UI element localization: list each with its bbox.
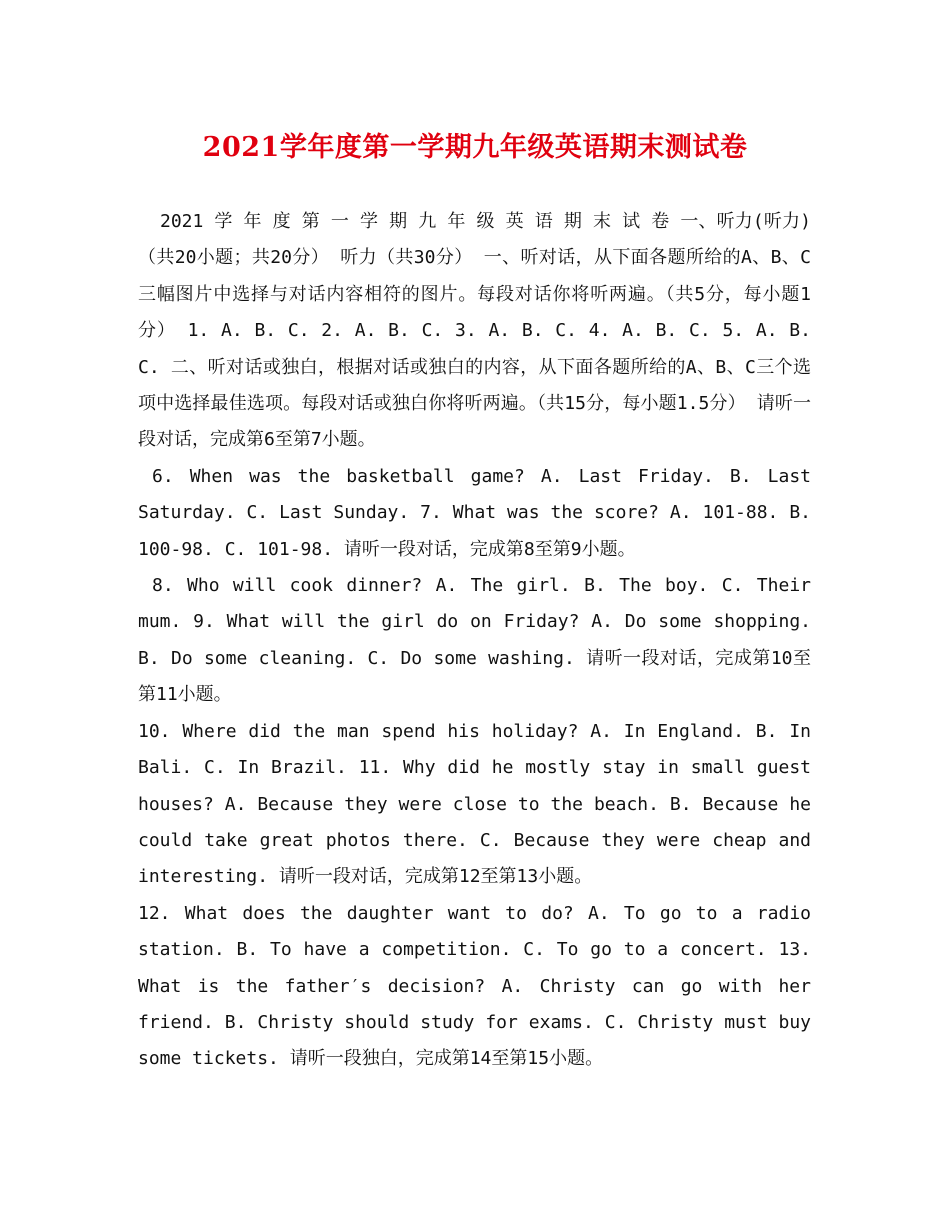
paragraph-q10-11: 10. Where did the man spend his holiday? A. In England. B. In Bali. C. In Brazil. 11. Why did he mostly stay in small guest houses? A. Because they were close to the beach. B. Because he could take great photos there. C. Because they were cheap and interesting. 请听一段对话，完成第12至第13小题。 xyxy=(138,720,811,888)
paragraph-q8-9: 8. Who will cook dinner? A. The girl. B. The boy. C. Their mum. 9. What will the girl do on Friday? A. Do some shopping. B. Do some cleaning. C. Do some washing. 请听一段对话，完成第10至第11小题。 xyxy=(138,575,811,706)
paragraph-q6-7: 6. When was the basketball game? A. Last Friday. B. Last Saturday. C. Last Sunday. 7. What was the score? A. 101-88. B. 100-98. C. 101-98. 请听一段对话，完成第8至第9小题。 xyxy=(138,465,811,560)
document-body xyxy=(138,204,811,1078)
paragraph-intro: 2021 学 年 度 第 一 学 期 九 年 级 英 语 期 末 试 卷 一、听力(听力)（共20小题；共20分） 听力（共30分） 一、听对话，从下面各题所给的A、B、C三幅图片中选择与对话内容相符的图片。每段对话你将听两遍。（共5分，每小题1分） 1. A. B. C. 2. A. B. C. 3. A. B. C. 4. A. B. C. 5. A. B. C. 二、听对话或独白，根据对话或独白的内容，从下面各题所给的A、B、C三个选项中选择最佳选项。每段对话或独白你将听两遍。（共15分，每小题1.5分） 请听一段对话，完成第6至第7小题。 xyxy=(138,211,811,451)
paragraph-q12-13: 12. What does the daughter want to do? A. To go to a radio station. B. To have a competition. C. To go to a concert. 13. What is the father′s decision? A. Christy can go with her friend. B. Christy should study for exams. C. Christy must buy some tickets. 请听一段独白，完成第14至第15小题。 xyxy=(138,902,811,1070)
document-title: 2021学年度第一学期九年级英语期末测试卷 xyxy=(202,132,748,163)
